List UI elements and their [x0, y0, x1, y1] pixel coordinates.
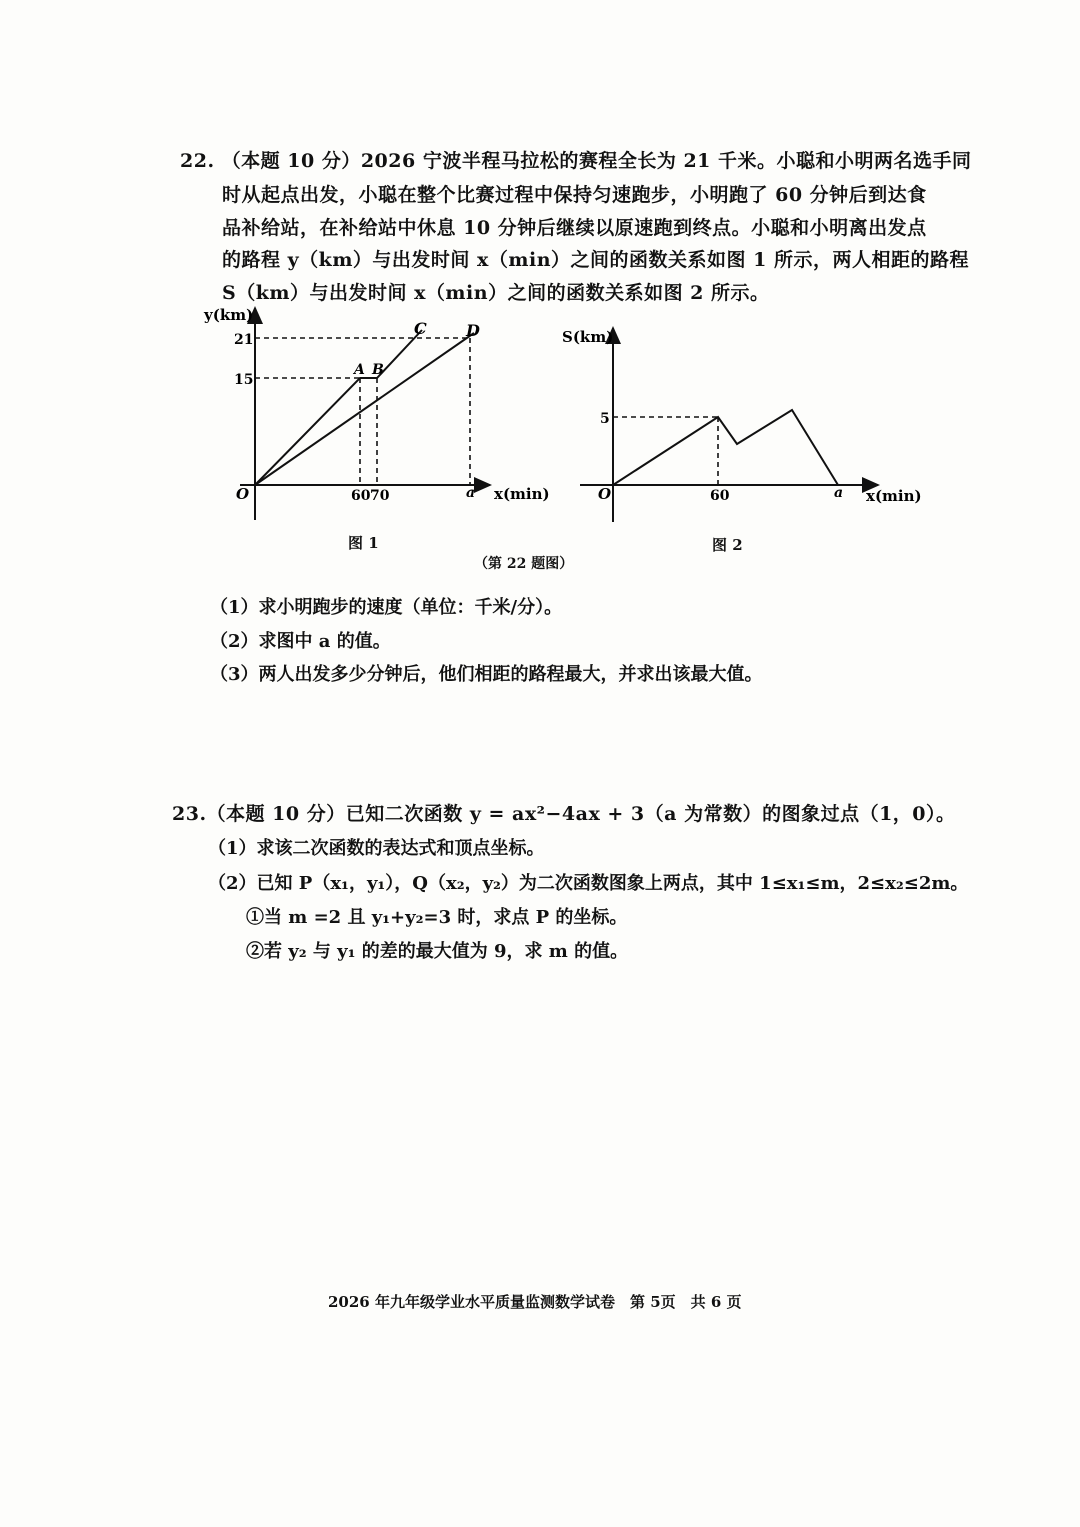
q22-line-1: 22. （本题 10 分）2026 宁波半程马拉松的赛程全长为 21 千米。小聪和小明两名选手同: [180, 150, 972, 172]
fig2-ytick-5: 5: [600, 411, 610, 427]
fig1-ytick-15: 15: [234, 372, 254, 388]
fig1-point-A: A: [354, 362, 365, 378]
q23-sub-1: （1）求该二次函数的表达式和顶点坐标。: [208, 838, 545, 859]
fig1-xtick-70: 70: [370, 488, 390, 504]
q22-line-5: S（km）与出发时间 x（min）之间的函数关系如图 2 所示。: [222, 282, 770, 304]
fig1-xiaoming-line: [255, 330, 422, 485]
q23-line-1: 23.（本题 10 分）已知二次函数 y = ax²−4ax + 3（a 为常数）的图象过点（1，0）。: [172, 803, 956, 825]
fig2-x-axis-label: x(min): [866, 487, 922, 505]
q22-line-2: 时从起点出发，小聪在整个比赛过程中保持匀速跑步，小明跑了 60 分钟后到达食: [222, 184, 927, 206]
fig2-distance-line: [613, 410, 838, 485]
fig1-y-axis-label: y(km): [204, 306, 254, 324]
figure-caption: （第 22 题图）: [474, 556, 574, 572]
q22-sub-3: （3）两人出发多少分钟后，他们相距的路程最大，并求出该最大值。: [210, 664, 763, 685]
fig1-point-D: D: [466, 321, 480, 340]
fig1-ytick-21: 21: [234, 332, 254, 348]
fig1-xtick-a: a: [466, 485, 476, 501]
fig1-origin-label: O: [236, 485, 250, 503]
fig1-x-axis-label: x(min): [494, 485, 550, 503]
fig2-xtick-a: a: [834, 485, 844, 501]
page-footer: 2026 年九年级学业水平质量监测数学试卷 第 5页 共 6 页: [328, 1293, 742, 1311]
fig2-xtick-60: 60: [710, 488, 730, 504]
figure-1: [200, 300, 560, 530]
q22-sub-2: （2）求图中 a 的值。: [210, 631, 391, 652]
fig2-caption: 图 2: [712, 536, 743, 554]
q22-line-4: 的路程 y（km）与出发时间 x（min）之间的函数关系如图 1 所示，两人相距的路程: [222, 249, 969, 271]
fig2-origin-label: O: [598, 485, 612, 503]
q23-sub-2-1: ①当 m =2 且 y₁+y₂=3 时，求点 P 的坐标。: [246, 907, 628, 928]
fig1-point-C: C: [414, 319, 427, 338]
q23-sub-2: （2）已知 P（x₁，y₁），Q（x₂，y₂）为二次函数图象上两点，其中 1≤x₁≤m，2≤x₂≤2m。: [208, 873, 969, 894]
fig1-xtick-60: 60: [351, 488, 371, 504]
figure-2: [560, 300, 920, 530]
q22-sub-1: （1）求小明跑步的速度（单位：千米/分）。: [210, 597, 563, 618]
fig1-xiaocong-line: [255, 333, 474, 485]
fig2-y-axis-label: S(km): [562, 328, 614, 346]
fig1-point-B: B: [372, 362, 384, 378]
fig1-caption: 图 1: [348, 534, 379, 552]
q23-sub-2-2: ②若 y₂ 与 y₁ 的差的最大值为 9，求 m 的值。: [246, 941, 629, 962]
q22-line-3: 品补给站，在补给站中休息 10 分钟后继续以原速跑到终点。小聪和小明离出发点: [222, 217, 927, 239]
